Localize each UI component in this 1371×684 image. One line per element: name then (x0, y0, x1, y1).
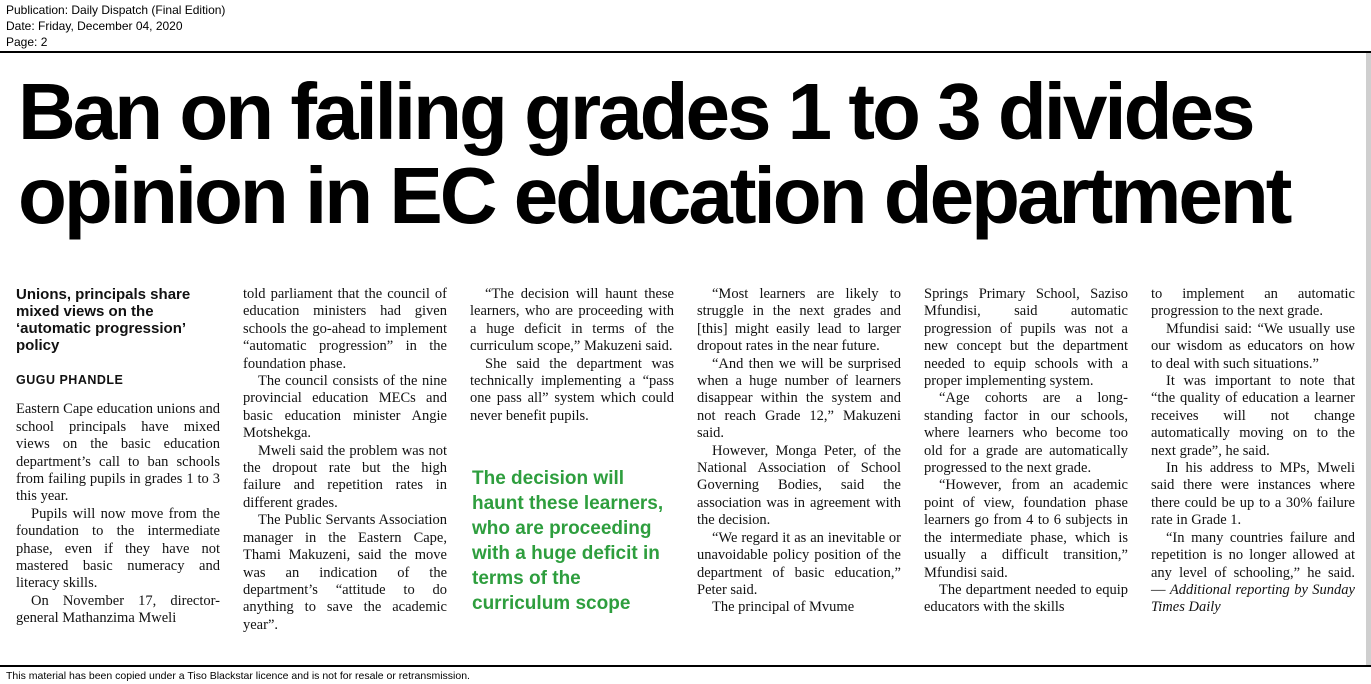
reporting-credit: Additional reporting by Sunday Times Daily (1151, 581, 1355, 616)
headline-line-1: Ban on failing grades 1 to 3 divides (18, 67, 1253, 156)
paragraph: The principal of Mvume (712, 599, 855, 616)
paragraph: Mweli said the problem was not the dropout rate but the high failure and repetition rates in different grades. (243, 442, 447, 511)
date-line: Date: Friday, December 04, 2020 (6, 19, 183, 33)
article-column-5 (924, 286, 1128, 617)
paragraph: The Public Servants Association manager in the Eastern Cape, Thami Makuzeni, said the move was an indication of the department’s “attitude to do anything to save the academic year”. (243, 512, 447, 633)
paragraph-final (1151, 530, 1355, 617)
paragraph-text: “In many countries failure and repetition is no longer allowed at any level of schooling,” he said. — (1151, 529, 1355, 598)
headline-line-2: opinion in EC education department (18, 151, 1290, 240)
paragraph: The council consists of the nine provincial education MECs and basic education minister Angie Motshekga. (243, 373, 447, 442)
paragraph: “The decision will haunt these learners, who are proceeding with a huge deficit in terms of the curriculum scope,” Makuzeni said. (470, 286, 674, 355)
paragraph: Springs Primary School, Saziso Mfundisi, said automatic progression of pupils was not a new concept but the department needed to equip schools with a proper implementing system. (924, 286, 1128, 390)
paragraph: The department needed to equip educators with the skills (924, 581, 1128, 616)
paragraph: Pupils will now move from the foundation to the intermediate phase, even if they have not mastered basic numeracy and literacy skills. (16, 505, 220, 592)
paragraph: In his address to MPs, Mweli said there were instances where there could be up to a 30% failure rate in Grade 1. (1151, 460, 1355, 529)
paragraph: “Most learners are likely to struggle in the next grades and [this] might easily lead to larger dropout rates in the near future. (697, 286, 901, 355)
article-column-6 (1151, 286, 1355, 617)
paragraph: It was important to note that “the quality of education a learner receives will not change automatically moving on to the next grade”, he said. (1151, 373, 1355, 459)
page-line: Page: 2 (6, 35, 48, 49)
paragraph: “Age cohorts are a long-standing factor in our schools, where learners who become too old for a grade are automatically progressed to the next grade. (924, 390, 1128, 477)
article-column-1 (16, 286, 220, 628)
paragraph: told parliament that the council of education ministers had given schools the go-ahead to implement “automatic progression” in the foundation phase. (243, 286, 447, 372)
licence-notice: This material has been copied under a Tiso Blackstar licence and is not for resale or retransmission. (6, 670, 470, 682)
paragraph: “We regard it as an inevitable or unavoidable policy position of the department of basic education,” Peter said. (697, 529, 901, 598)
paragraph: “And then we will be surprised when a huge number of learners disappear within the system and not reach Grade 12,” Makuzeni said. (697, 355, 901, 442)
paragraph: to implement an automatic progression to the next grade. (1151, 286, 1355, 320)
article-column-3 (470, 286, 674, 425)
page-edge (1366, 53, 1371, 665)
paragraph: On November 17, director-general Mathanzima Mweli (16, 592, 220, 627)
top-rule (0, 51, 1371, 53)
bottom-rule (0, 665, 1371, 667)
paragraph: She said the department was technically implementing a “pass one pass all” system which could never benefit pupils. (470, 355, 674, 424)
paragraph: However, Monga Peter, of the National Association of School Governing Bodies, said the association was in agreement with the decision. (697, 442, 901, 529)
article-column-2 (243, 286, 447, 634)
pull-quote: The decision will haunt these learners, who are proceeding with a huge deficit in terms of the curriculum scope (472, 468, 664, 614)
paragraph: “However, from an academic point of view, foundation phase learners go from 4 to 6 subjects in the intermediate phase, which is usually a difficult transition,” Mfundisi said. (924, 477, 1128, 581)
byline: GUGU PHANDLE (16, 373, 124, 387)
article-column-4 (697, 286, 901, 617)
paragraph: Eastern Cape education unions and school principals have mixed views on the basic education department’s call to ban schools from failing pupils in grades 1 to 3 this year. (16, 401, 220, 505)
paragraph: Mfundisi said: “We usually use our wisdom as educators on how to deal with such situations.” (1151, 320, 1355, 372)
subheading: Unions, principals share mixed views on the ‘automatic progression’ policy (16, 286, 191, 354)
publication-line: Publication: Daily Dispatch (Final Edition) (6, 3, 226, 17)
